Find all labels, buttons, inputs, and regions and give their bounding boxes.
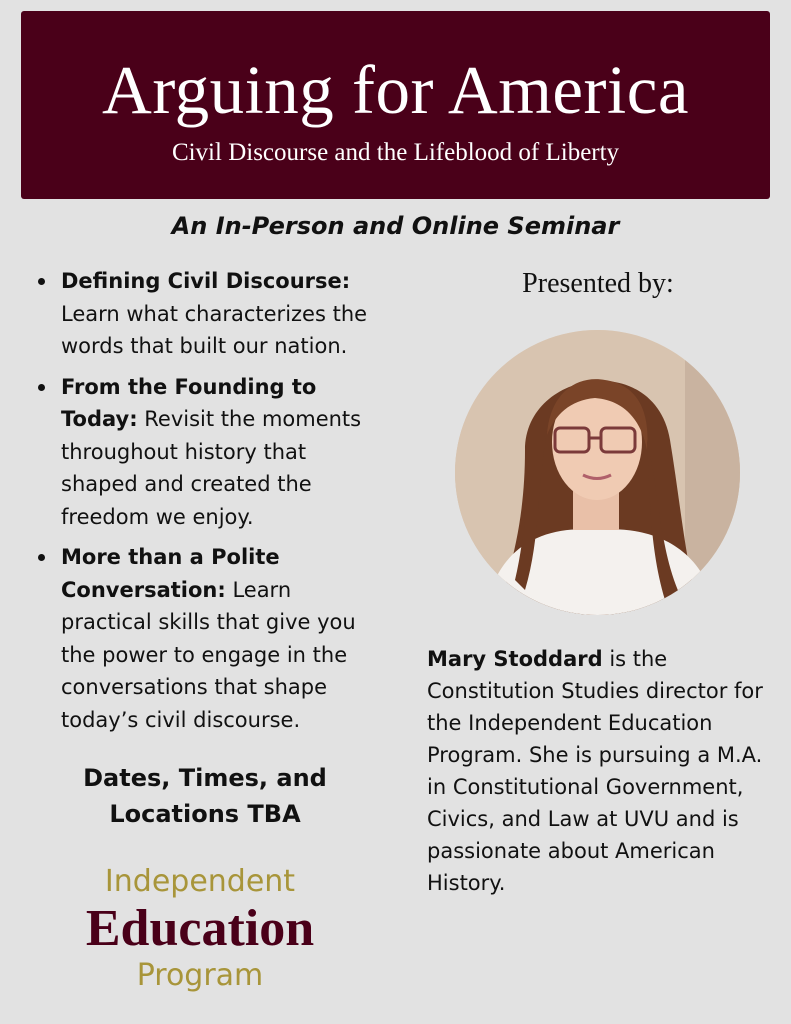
presenter-photo (455, 330, 740, 615)
seminar-heading: An In-Person and Online Seminar (171, 212, 620, 240)
logo-line-2: Education (85, 900, 315, 957)
bullet-text: Learn what characterizes the words that built our nation. (61, 301, 368, 358)
page-title: Arguing for America (102, 52, 689, 128)
title-banner (21, 11, 770, 199)
bullet-heading: From the Founding to Today: (61, 374, 317, 431)
list-item (36, 371, 386, 534)
bullet-heading: Defining Civil Discourse: (61, 269, 351, 293)
presenter-name: Mary Stoddard (427, 647, 603, 671)
dates-line-2: Locations TBA (109, 800, 301, 828)
bullet-heading: More than a Polite Conversation: (61, 545, 280, 602)
logo-line-1: Independent (104, 864, 296, 899)
bullet-icon (38, 384, 45, 391)
list-item (36, 541, 386, 736)
page-subtitle: Civil Discourse and the Lifeblood of Liberty (171, 139, 620, 166)
presenter-bio-text: is the Constitution Studies director for the Independent Education Program. She is pursuing a M.A. in Constitutional Government, Civics, and Law at UVU and is passionate about American History. (427, 647, 763, 895)
dates-notice (50, 760, 360, 832)
dates-line-1: Dates, Times, and (83, 764, 327, 792)
bullet-icon (38, 554, 45, 561)
bullet-text: Learn practical skills that give you the power to engage in the conversations that shape today’s civil discourse. (61, 577, 356, 732)
bullet-icon (38, 278, 45, 285)
logo-line-3: Program (136, 958, 264, 993)
list-item (36, 265, 386, 363)
topic-list (36, 265, 386, 744)
presenter-portrait-icon (455, 330, 740, 615)
program-logo (50, 862, 350, 996)
presented-by-label: Presented by: (522, 268, 674, 299)
presenter-bio (427, 643, 777, 899)
bullet-text: Revisit the moments throughout history that shaped and created the freedom we enjoy. (61, 407, 362, 529)
